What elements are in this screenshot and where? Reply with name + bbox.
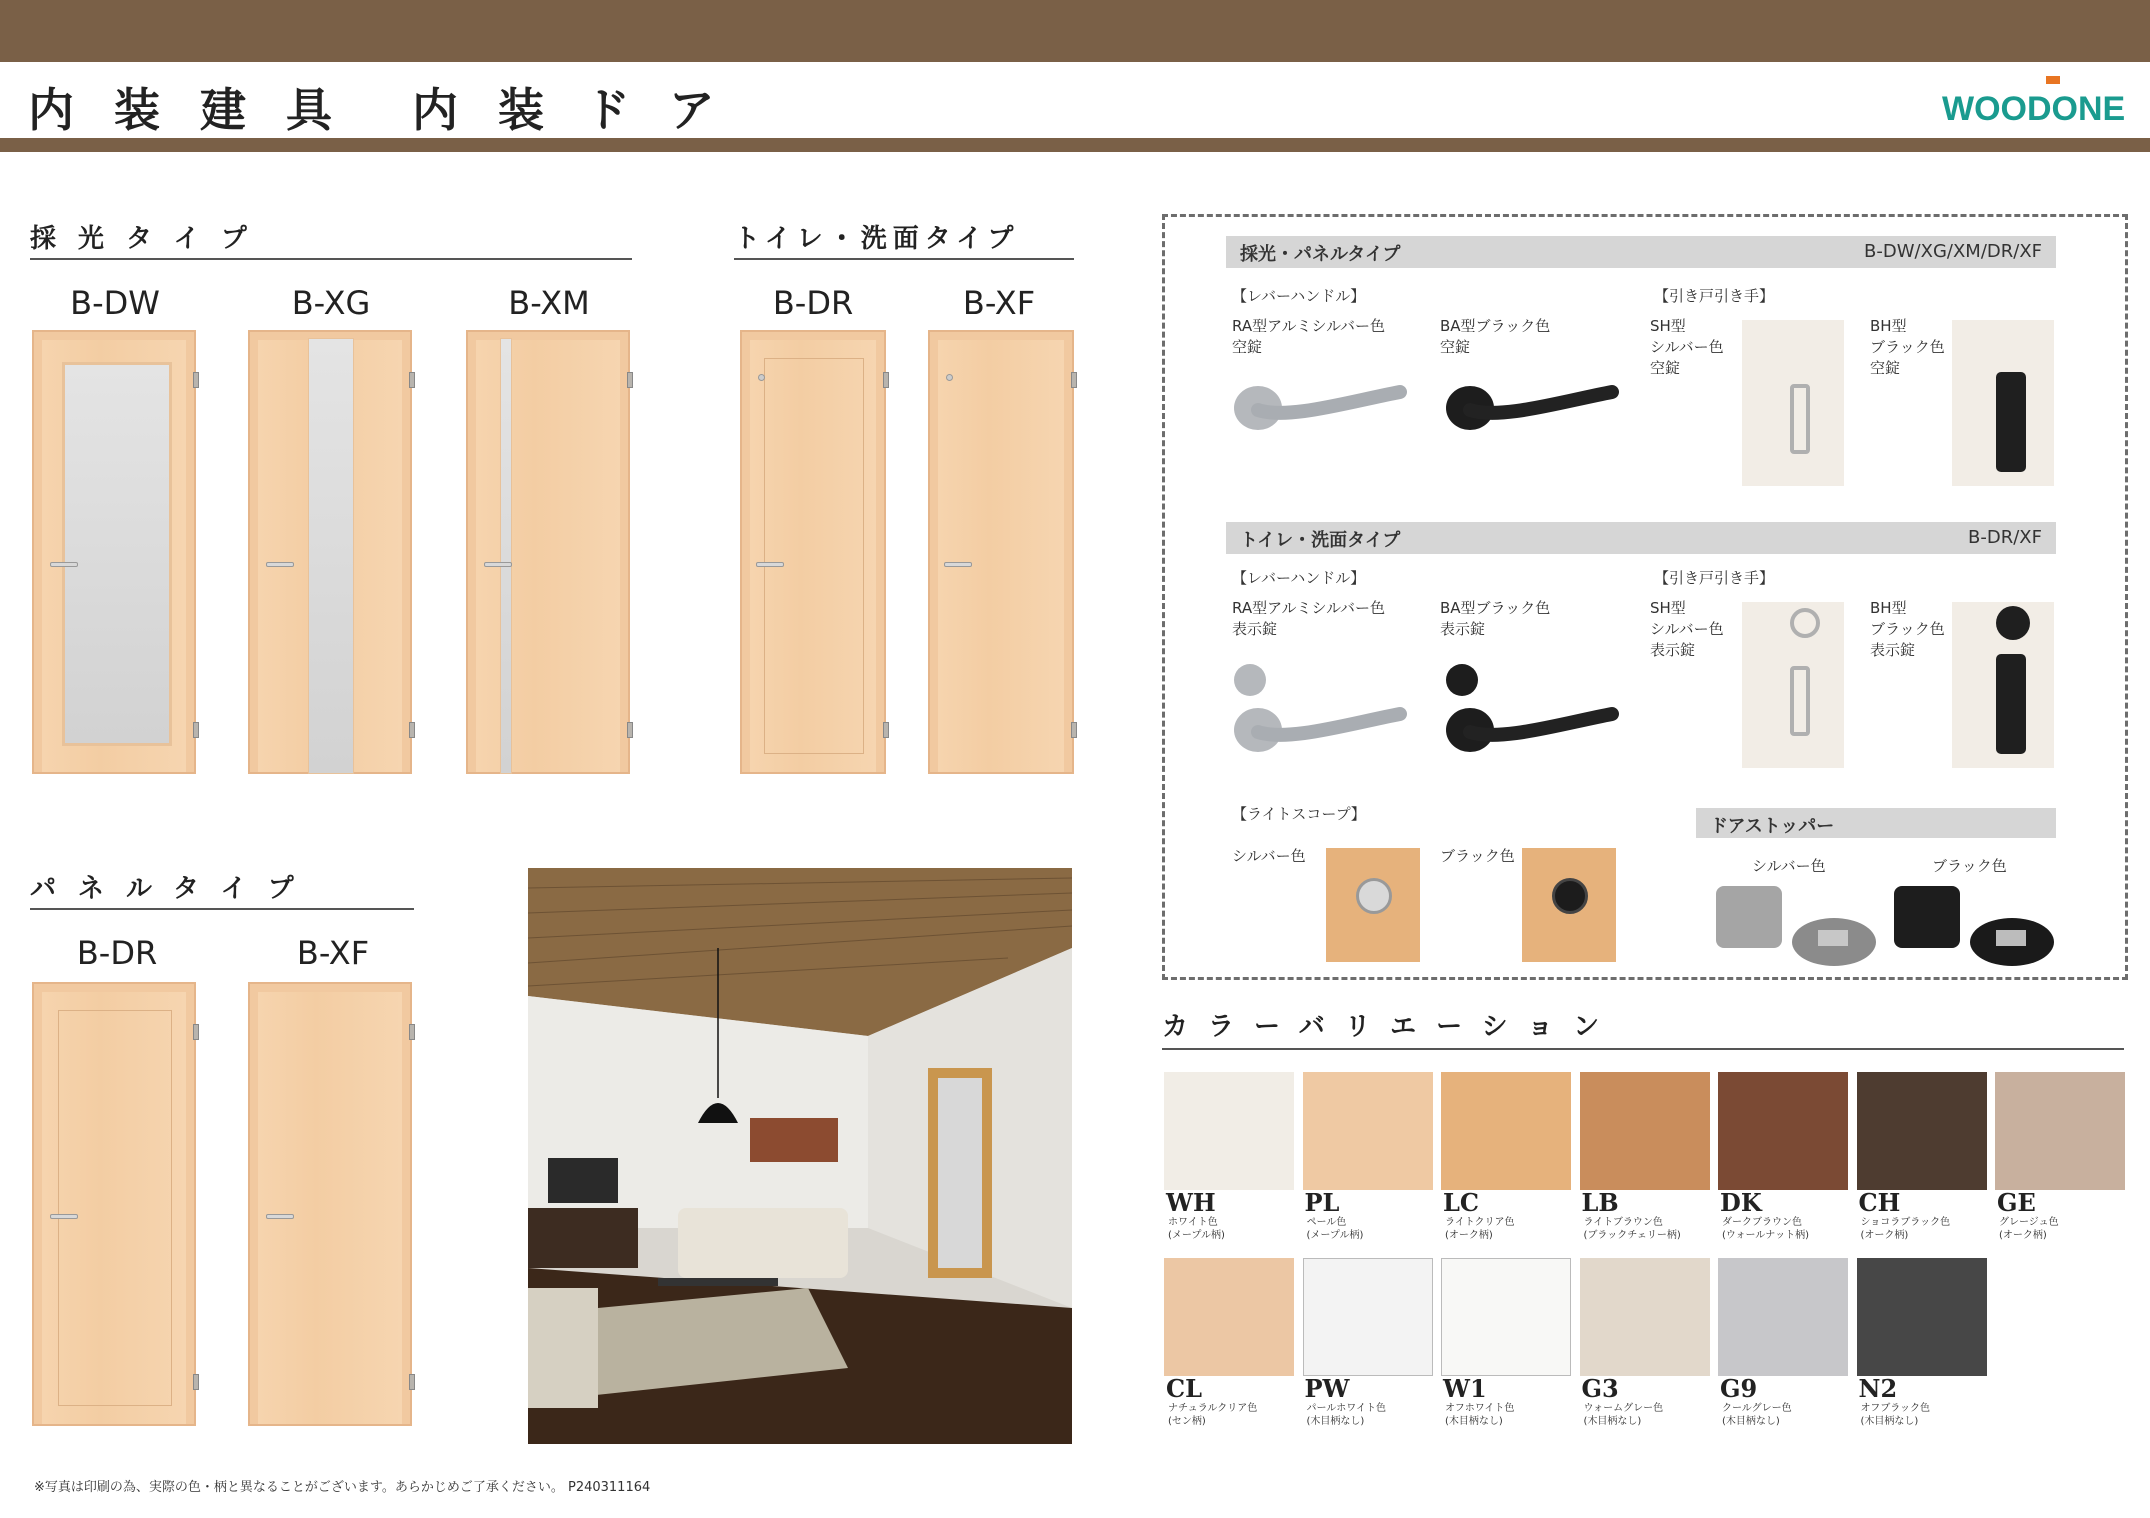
scope-black [1522, 848, 1616, 962]
indicator-lock-icon [758, 374, 765, 381]
color-description: オフホワイト色 (木目柄なし) [1445, 1403, 1515, 1427]
color-code: LC [1443, 1188, 1479, 1217]
color-code: DK [1720, 1188, 1762, 1217]
indicator-icon [1790, 608, 1820, 638]
door-bdw [32, 330, 196, 774]
ra-label-2: RA型アルミシルバー色 表示錠 [1232, 599, 1386, 638]
color-description: ナチュラルクリア色 (セン柄) [1168, 1403, 1258, 1427]
color-description: ダークブラウン色 (ウォールナット柄) [1722, 1217, 1810, 1241]
header-under-bar [0, 138, 2150, 152]
bh-label-2: BH型 ブラック色 表示錠 [1870, 599, 1945, 659]
bh-label-1: BH型 ブラック色 空錠 [1870, 317, 1945, 377]
color-code: LB [1581, 1188, 1619, 1217]
section-toilet-rule [734, 258, 1074, 260]
footnote: ※写真は印刷の為、実際の色・柄と異なることがございます。あらかじめご了承ください。 P240311164 [34, 1480, 651, 1495]
indicator-icon [1996, 606, 2030, 640]
bh-pull-black [1952, 320, 2054, 486]
bh-pull-black-icon [1996, 372, 2026, 472]
hardware-bar-toilet-models: B-DR/XF [1968, 527, 2042, 548]
bh-pull-black-indicator [1952, 602, 2054, 768]
section-saikou-title: 採光タイプ [30, 224, 269, 254]
hardware-bar-toilet-label: トイレ・洗面タイプ [1240, 530, 1401, 551]
color-swatch-pw [1303, 1258, 1433, 1376]
section-color-rule [1162, 1048, 2124, 1050]
door-label-panel-bdr: B-DR [76, 934, 158, 972]
logo-text: WOODONE [1942, 90, 2126, 128]
interior-room-photo [528, 868, 1072, 1444]
section-color-title: カラーバリエーション [1162, 1012, 1620, 1042]
bh-pull-black-icon [1996, 654, 2026, 754]
door-bxg [248, 330, 412, 774]
scope-silver-icon [1356, 878, 1392, 914]
stopper-silver-label: シルバー色 [1752, 857, 1826, 875]
color-code: N2 [1858, 1374, 1898, 1403]
door-glass [62, 362, 172, 746]
lever-handle [266, 562, 294, 567]
color-swatch-cl [1164, 1258, 1294, 1376]
stopper-silver-icon [1712, 880, 1882, 972]
color-code: GE [1997, 1188, 2036, 1217]
color-swatch-dk [1718, 1072, 1848, 1190]
door-label-toilet-bxf: B-XF [962, 284, 1036, 322]
door-label-toilet-bdr: B-DR [772, 284, 854, 322]
color-swatch-g3 [1580, 1258, 1710, 1376]
door-toilet-bdr [740, 330, 886, 774]
ba-lever-black-indicator-icon [1440, 660, 1620, 770]
stopper-black-icon [1890, 880, 2060, 972]
page-title [28, 74, 755, 140]
woodone-logo [1942, 72, 2128, 134]
door-glass [500, 338, 512, 774]
door-toilet-bxf [928, 330, 1074, 774]
color-code: PW [1304, 1374, 1350, 1403]
color-code: G3 [1581, 1374, 1619, 1403]
sh-pull-silver [1742, 320, 1844, 486]
section-panel-title: パネルタイプ [30, 874, 316, 904]
scope-heading: 【ライトスコープ】 [1232, 805, 1366, 823]
color-code: CL [1166, 1374, 1202, 1403]
sh-label-1: SH型 シルバー色 空錠 [1650, 317, 1724, 377]
door-bxm [466, 330, 630, 774]
color-swatch-pl [1303, 1072, 1433, 1190]
lever-handle [944, 562, 972, 567]
stopper-black-label: ブラック色 [1932, 857, 2007, 875]
scope-silver [1326, 848, 1420, 962]
ba-label-2: BA型ブラック色 表示錠 [1440, 599, 1551, 638]
color-swatch-g9 [1718, 1258, 1848, 1376]
color-description: グレージュ色 (オーク柄) [1999, 1217, 2059, 1241]
section-panel-rule [30, 908, 414, 910]
color-description: クールグレー色 (木目柄なし) [1722, 1403, 1792, 1427]
color-code: W1 [1443, 1374, 1487, 1403]
door-glass [308, 338, 354, 774]
color-description: ホワイト色 (メープル柄) [1168, 1217, 1225, 1241]
title-left: 内装建具 [28, 83, 372, 137]
color-swatch-lb [1580, 1072, 1710, 1190]
color-description: ライトブラウン色 (ブラックチェリー柄) [1583, 1217, 1681, 1241]
section-saikou-rule [30, 258, 632, 260]
door-label-panel-bxf: B-XF [296, 934, 370, 972]
color-code: CH [1858, 1188, 1901, 1217]
ba-label-1: BA型ブラック色 空錠 [1440, 317, 1551, 356]
ra-lever-silver-indicator-icon [1228, 660, 1408, 770]
door-panel-bxf [248, 982, 412, 1426]
door-label-bxg: B-XG [291, 284, 371, 322]
color-swatch-ch [1857, 1072, 1987, 1190]
lever-heading-1: 【レバーハンドル】 [1232, 287, 1366, 305]
sh-label-2: SH型 シルバー色 表示錠 [1650, 599, 1724, 659]
indicator-lock-icon [946, 374, 953, 381]
ba-lever-black-icon [1440, 378, 1620, 448]
hardware-bar-stopper-label: ドアストッパー [1710, 816, 1835, 837]
sh-pull-silver-indicator [1742, 602, 1844, 768]
lever-handle [50, 1214, 78, 1219]
lever-heading-2: 【レバーハンドル】 [1232, 569, 1366, 587]
scope-silver-label: シルバー色 [1232, 847, 1306, 865]
color-swatch-n2 [1857, 1258, 1987, 1376]
ra-label-1: RA型アルミシルバー色 空錠 [1232, 317, 1386, 356]
color-description: ペール色 (メープル柄) [1306, 1217, 1364, 1241]
color-description: ウォームグレー色 (木目柄なし) [1583, 1403, 1664, 1427]
hardware-bar-stopper [1696, 808, 2056, 838]
color-swatch-w1 [1441, 1258, 1571, 1376]
lever-handle [50, 562, 78, 567]
color-swatch-ge [1995, 1072, 2125, 1190]
color-swatch-wh [1164, 1072, 1294, 1190]
pull-heading-2: 【引き戸引き手】 [1654, 569, 1775, 587]
lever-handle [484, 562, 512, 567]
hardware-bar-saikou-label: 採光・パネルタイプ [1240, 244, 1401, 265]
color-code: G9 [1720, 1374, 1758, 1403]
title-right: 内装ドア [412, 83, 755, 137]
color-code: WH [1166, 1188, 1216, 1217]
scope-black-label: ブラック色 [1440, 847, 1515, 865]
sh-pull-silver-icon [1790, 384, 1810, 454]
pull-heading-1: 【引き戸引き手】 [1654, 287, 1775, 305]
door-panel-bdr [32, 982, 196, 1426]
hardware-bar-toilet [1226, 522, 2056, 554]
color-code: PL [1304, 1188, 1340, 1217]
lever-handle [756, 562, 784, 567]
scope-black-icon [1552, 878, 1588, 914]
door-label-bxm: B-XM [508, 284, 590, 322]
hardware-bar-saikou [1226, 236, 2056, 268]
header-top-bar [0, 0, 2150, 62]
color-swatch-lc [1441, 1072, 1571, 1190]
sh-pull-silver-icon [1790, 666, 1810, 736]
color-description: ショコラブラック色 (オーク柄) [1860, 1217, 1951, 1241]
lever-handle [266, 1214, 294, 1219]
section-toilet-title: トイレ・洗面タイプ [734, 224, 1020, 254]
hardware-bar-saikou-models: B-DW/XG/XM/DR/XF [1864, 241, 2042, 262]
ra-lever-silver-icon [1228, 378, 1408, 448]
color-description: パールホワイト色 (木目柄なし) [1306, 1403, 1386, 1427]
color-description: オフブラック色 (木目柄なし) [1860, 1403, 1930, 1427]
color-description: ライトクリア色 (オーク柄) [1445, 1217, 1515, 1241]
door-label-bdw: B-DW [70, 284, 160, 322]
